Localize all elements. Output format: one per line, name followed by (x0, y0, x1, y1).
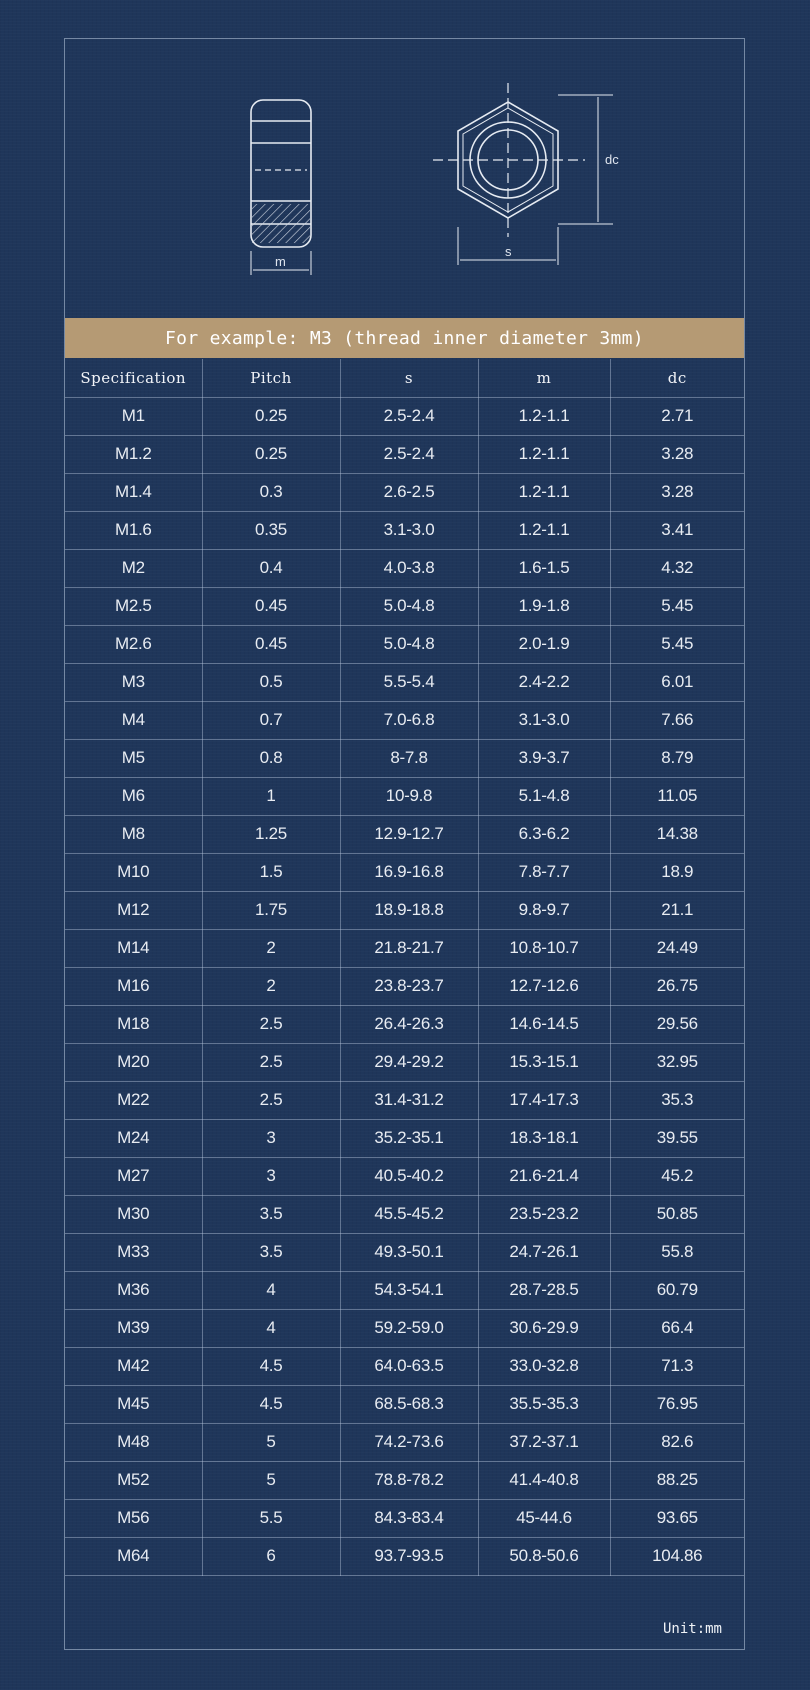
pitch-cell: 0.7 (202, 701, 340, 739)
pitch-cell: 2 (202, 929, 340, 967)
m-cell: 7.8-7.7 (478, 853, 610, 891)
dc-cell: 35.3 (610, 1081, 744, 1119)
m-cell: 3.9-3.7 (478, 739, 610, 777)
spec-cell: M42 (65, 1347, 202, 1385)
spec-cell: M45 (65, 1385, 202, 1423)
m-cell: 17.4-17.3 (478, 1081, 610, 1119)
example-banner-text: For example: M3 (thread inner diameter 3mm) (165, 327, 644, 349)
dc-cell: 4.32 (610, 549, 744, 587)
nut-side-view (251, 100, 311, 275)
s-cell: 68.5-68.3 (340, 1385, 478, 1423)
s-cell: 35.2-35.1 (340, 1119, 478, 1157)
spec-cell: M36 (65, 1271, 202, 1309)
unit-label: Unit:mm (662, 1621, 722, 1637)
table-header-row (65, 359, 744, 397)
s-cell: 18.9-18.8 (340, 891, 478, 929)
dc-cell: 5.45 (610, 587, 744, 625)
m-cell: 10.8-10.7 (478, 929, 610, 967)
dc-cell: 45.2 (610, 1157, 744, 1195)
spec-cell: M22 (65, 1081, 202, 1119)
m-cell: 33.0-32.8 (478, 1347, 610, 1385)
m-cell: 15.3-15.1 (478, 1043, 610, 1081)
table-row (65, 587, 744, 625)
pitch-cell: 1 (202, 777, 340, 815)
m-cell: 35.5-35.3 (478, 1385, 610, 1423)
s-cell: 78.8-78.2 (340, 1461, 478, 1499)
header-dc: dc (610, 359, 744, 397)
s-cell: 4.0-3.8 (340, 549, 478, 587)
dc-cell: 2.71 (610, 397, 744, 435)
m-cell: 37.2-37.1 (478, 1423, 610, 1461)
m-cell: 50.8-50.6 (478, 1537, 610, 1575)
pitch-cell: 3.5 (202, 1233, 340, 1271)
spec-cell: M18 (65, 1005, 202, 1043)
s-cell: 5.0-4.8 (340, 625, 478, 663)
table-row (65, 1043, 744, 1081)
table-row (65, 1309, 744, 1347)
table-row (65, 1423, 744, 1461)
spec-cell: M1 (65, 397, 202, 435)
table-row (65, 549, 744, 587)
spec-cell: M2.5 (65, 587, 202, 625)
table-row (65, 777, 744, 815)
pitch-cell: 2.5 (202, 1005, 340, 1043)
s-cell: 84.3-83.4 (340, 1499, 478, 1537)
table-row (65, 815, 744, 853)
m-cell: 1.6-1.5 (478, 549, 610, 587)
spec-cell: M2.6 (65, 625, 202, 663)
pitch-cell: 5 (202, 1423, 340, 1461)
s-cell: 8-7.8 (340, 739, 478, 777)
unit-row (65, 1609, 744, 1649)
pitch-cell: 3 (202, 1157, 340, 1195)
pitch-cell: 0.45 (202, 625, 340, 663)
m-cell: 14.6-14.5 (478, 1005, 610, 1043)
pitch-cell: 5.5 (202, 1499, 340, 1537)
dc-cell: 76.95 (610, 1385, 744, 1423)
s-cell: 2.6-2.5 (340, 473, 478, 511)
table-row (65, 1499, 744, 1537)
s-cell: 59.2-59.0 (340, 1309, 478, 1347)
spec-cell: M3 (65, 663, 202, 701)
m-cell: 45-44.6 (478, 1499, 610, 1537)
spec-cell: M8 (65, 815, 202, 853)
s-cell: 64.0-63.5 (340, 1347, 478, 1385)
table-row (65, 1119, 744, 1157)
s-cell: 16.9-16.8 (340, 853, 478, 891)
dc-cell: 32.95 (610, 1043, 744, 1081)
table-row (65, 663, 744, 701)
table-body (65, 397, 744, 1575)
s-cell: 3.1-3.0 (340, 511, 478, 549)
dc-cell: 55.8 (610, 1233, 744, 1271)
s-cell: 23.8-23.7 (340, 967, 478, 1005)
m-cell: 9.8-9.7 (478, 891, 610, 929)
spec-cell: M33 (65, 1233, 202, 1271)
dc-cell: 3.28 (610, 473, 744, 511)
table-row (65, 967, 744, 1005)
spec-cell: M1.6 (65, 511, 202, 549)
m-cell: 1.9-1.8 (478, 587, 610, 625)
m-cell: 18.3-18.1 (478, 1119, 610, 1157)
s-cell: 7.0-6.8 (340, 701, 478, 739)
spec-cell: M1.4 (65, 473, 202, 511)
hex-nut-drawing (65, 39, 744, 317)
table-row (65, 929, 744, 967)
s-cell: 31.4-31.2 (340, 1081, 478, 1119)
pitch-cell: 6 (202, 1537, 340, 1575)
spec-cell: M5 (65, 739, 202, 777)
spec-cell: M14 (65, 929, 202, 967)
m-cell: 5.1-4.8 (478, 777, 610, 815)
pitch-cell: 3.5 (202, 1195, 340, 1233)
s-cell: 45.5-45.2 (340, 1195, 478, 1233)
s-cell: 12.9-12.7 (340, 815, 478, 853)
dc-cell: 71.3 (610, 1347, 744, 1385)
table-row (65, 625, 744, 663)
m-cell: 23.5-23.2 (478, 1195, 610, 1233)
m-cell: 1.2-1.1 (478, 397, 610, 435)
pitch-cell: 4 (202, 1271, 340, 1309)
s-cell: 2.5-2.4 (340, 435, 478, 473)
pitch-cell: 2.5 (202, 1043, 340, 1081)
table-row (65, 701, 744, 739)
spec-cell: M10 (65, 853, 202, 891)
spec-cell: M16 (65, 967, 202, 1005)
m-cell: 1.2-1.1 (478, 435, 610, 473)
table-row (65, 1157, 744, 1195)
example-banner (65, 318, 744, 358)
s-cell: 74.2-73.6 (340, 1423, 478, 1461)
pitch-cell: 3 (202, 1119, 340, 1157)
hex-nut-diagram (65, 39, 744, 317)
table-row (65, 435, 744, 473)
table-row (65, 1537, 744, 1575)
m-cell: 2.0-1.9 (478, 625, 610, 663)
table-row (65, 1195, 744, 1233)
dc-cell: 24.49 (610, 929, 744, 967)
pitch-cell: 2 (202, 967, 340, 1005)
dc-cell: 18.9 (610, 853, 744, 891)
nut-top-view (433, 83, 613, 265)
dc-cell: 8.79 (610, 739, 744, 777)
s-cell: 54.3-54.1 (340, 1271, 478, 1309)
pitch-cell: 0.25 (202, 397, 340, 435)
dc-cell: 60.79 (610, 1271, 744, 1309)
pitch-cell: 0.8 (202, 739, 340, 777)
spec-cell: M1.2 (65, 435, 202, 473)
m-cell: 21.6-21.4 (478, 1157, 610, 1195)
dc-cell: 11.05 (610, 777, 744, 815)
table-row (65, 397, 744, 435)
dc-cell: 3.28 (610, 435, 744, 473)
table-row (65, 473, 744, 511)
table-row (65, 853, 744, 891)
header-pitch: Pitch (202, 359, 340, 397)
s-cell: 5.5-5.4 (340, 663, 478, 701)
spec-cell: M24 (65, 1119, 202, 1157)
m-cell: 24.7-26.1 (478, 1233, 610, 1271)
m-cell: 3.1-3.0 (478, 701, 610, 739)
spec-cell: M6 (65, 777, 202, 815)
s-cell: 29.4-29.2 (340, 1043, 478, 1081)
pitch-cell: 0.45 (202, 587, 340, 625)
pitch-cell: 1.5 (202, 853, 340, 891)
m-cell: 1.2-1.1 (478, 473, 610, 511)
table-row (65, 511, 744, 549)
spec-cell: M12 (65, 891, 202, 929)
spec-cell: M48 (65, 1423, 202, 1461)
pitch-cell: 4.5 (202, 1347, 340, 1385)
spec-cell: M4 (65, 701, 202, 739)
table-row (65, 1347, 744, 1385)
m-cell: 12.7-12.6 (478, 967, 610, 1005)
pitch-cell: 0.25 (202, 435, 340, 473)
m-cell: 30.6-29.9 (478, 1309, 610, 1347)
spec-cell: M56 (65, 1499, 202, 1537)
spec-cell: M39 (65, 1309, 202, 1347)
table-row (65, 1271, 744, 1309)
s-cell: 2.5-2.4 (340, 397, 478, 435)
pitch-cell: 4.5 (202, 1385, 340, 1423)
m-cell: 1.2-1.1 (478, 511, 610, 549)
m-cell: 28.7-28.5 (478, 1271, 610, 1309)
pitch-cell: 0.4 (202, 549, 340, 587)
top-view-s-label: s (505, 244, 512, 259)
header-s: s (340, 359, 478, 397)
spec-cell: M20 (65, 1043, 202, 1081)
table-row (65, 1005, 744, 1043)
s-cell: 21.8-21.7 (340, 929, 478, 967)
pitch-cell: 5 (202, 1461, 340, 1499)
spec-sheet-frame (64, 38, 745, 1650)
dc-cell: 3.41 (610, 511, 744, 549)
header-specification: Specification (65, 359, 202, 397)
m-cell: 2.4-2.2 (478, 663, 610, 701)
pitch-cell: 2.5 (202, 1081, 340, 1119)
pitch-cell: 0.5 (202, 663, 340, 701)
dc-cell: 21.1 (610, 891, 744, 929)
table-row (65, 1461, 744, 1499)
dc-cell: 29.56 (610, 1005, 744, 1043)
spec-cell: M30 (65, 1195, 202, 1233)
s-cell: 26.4-26.3 (340, 1005, 478, 1043)
pitch-cell: 0.3 (202, 473, 340, 511)
s-cell: 5.0-4.8 (340, 587, 478, 625)
dc-cell: 6.01 (610, 663, 744, 701)
s-cell: 10-9.8 (340, 777, 478, 815)
nut-spec-table (65, 359, 744, 1576)
s-cell: 49.3-50.1 (340, 1233, 478, 1271)
table-row (65, 739, 744, 777)
dc-cell: 88.25 (610, 1461, 744, 1499)
dc-cell: 39.55 (610, 1119, 744, 1157)
pitch-cell: 1.25 (202, 815, 340, 853)
table-row (65, 1081, 744, 1119)
table-row (65, 891, 744, 929)
header-m: m (478, 359, 610, 397)
pitch-cell: 4 (202, 1309, 340, 1347)
m-cell: 6.3-6.2 (478, 815, 610, 853)
pitch-cell: 0.35 (202, 511, 340, 549)
table-row (65, 1233, 744, 1271)
dc-cell: 93.65 (610, 1499, 744, 1537)
s-cell: 93.7-93.5 (340, 1537, 478, 1575)
dc-cell: 50.85 (610, 1195, 744, 1233)
table-row (65, 1385, 744, 1423)
spec-cell: M52 (65, 1461, 202, 1499)
dc-cell: 66.4 (610, 1309, 744, 1347)
dc-cell: 5.45 (610, 625, 744, 663)
dc-cell: 14.38 (610, 815, 744, 853)
dc-cell: 7.66 (610, 701, 744, 739)
top-view-dc-label: dc (605, 152, 619, 167)
spec-cell: M2 (65, 549, 202, 587)
pitch-cell: 1.75 (202, 891, 340, 929)
dc-cell: 82.6 (610, 1423, 744, 1461)
s-cell: 40.5-40.2 (340, 1157, 478, 1195)
dc-cell: 104.86 (610, 1537, 744, 1575)
spec-cell: M27 (65, 1157, 202, 1195)
m-cell: 41.4-40.8 (478, 1461, 610, 1499)
side-view-m-label: m (275, 254, 286, 269)
dc-cell: 26.75 (610, 967, 744, 1005)
spec-cell: M64 (65, 1537, 202, 1575)
